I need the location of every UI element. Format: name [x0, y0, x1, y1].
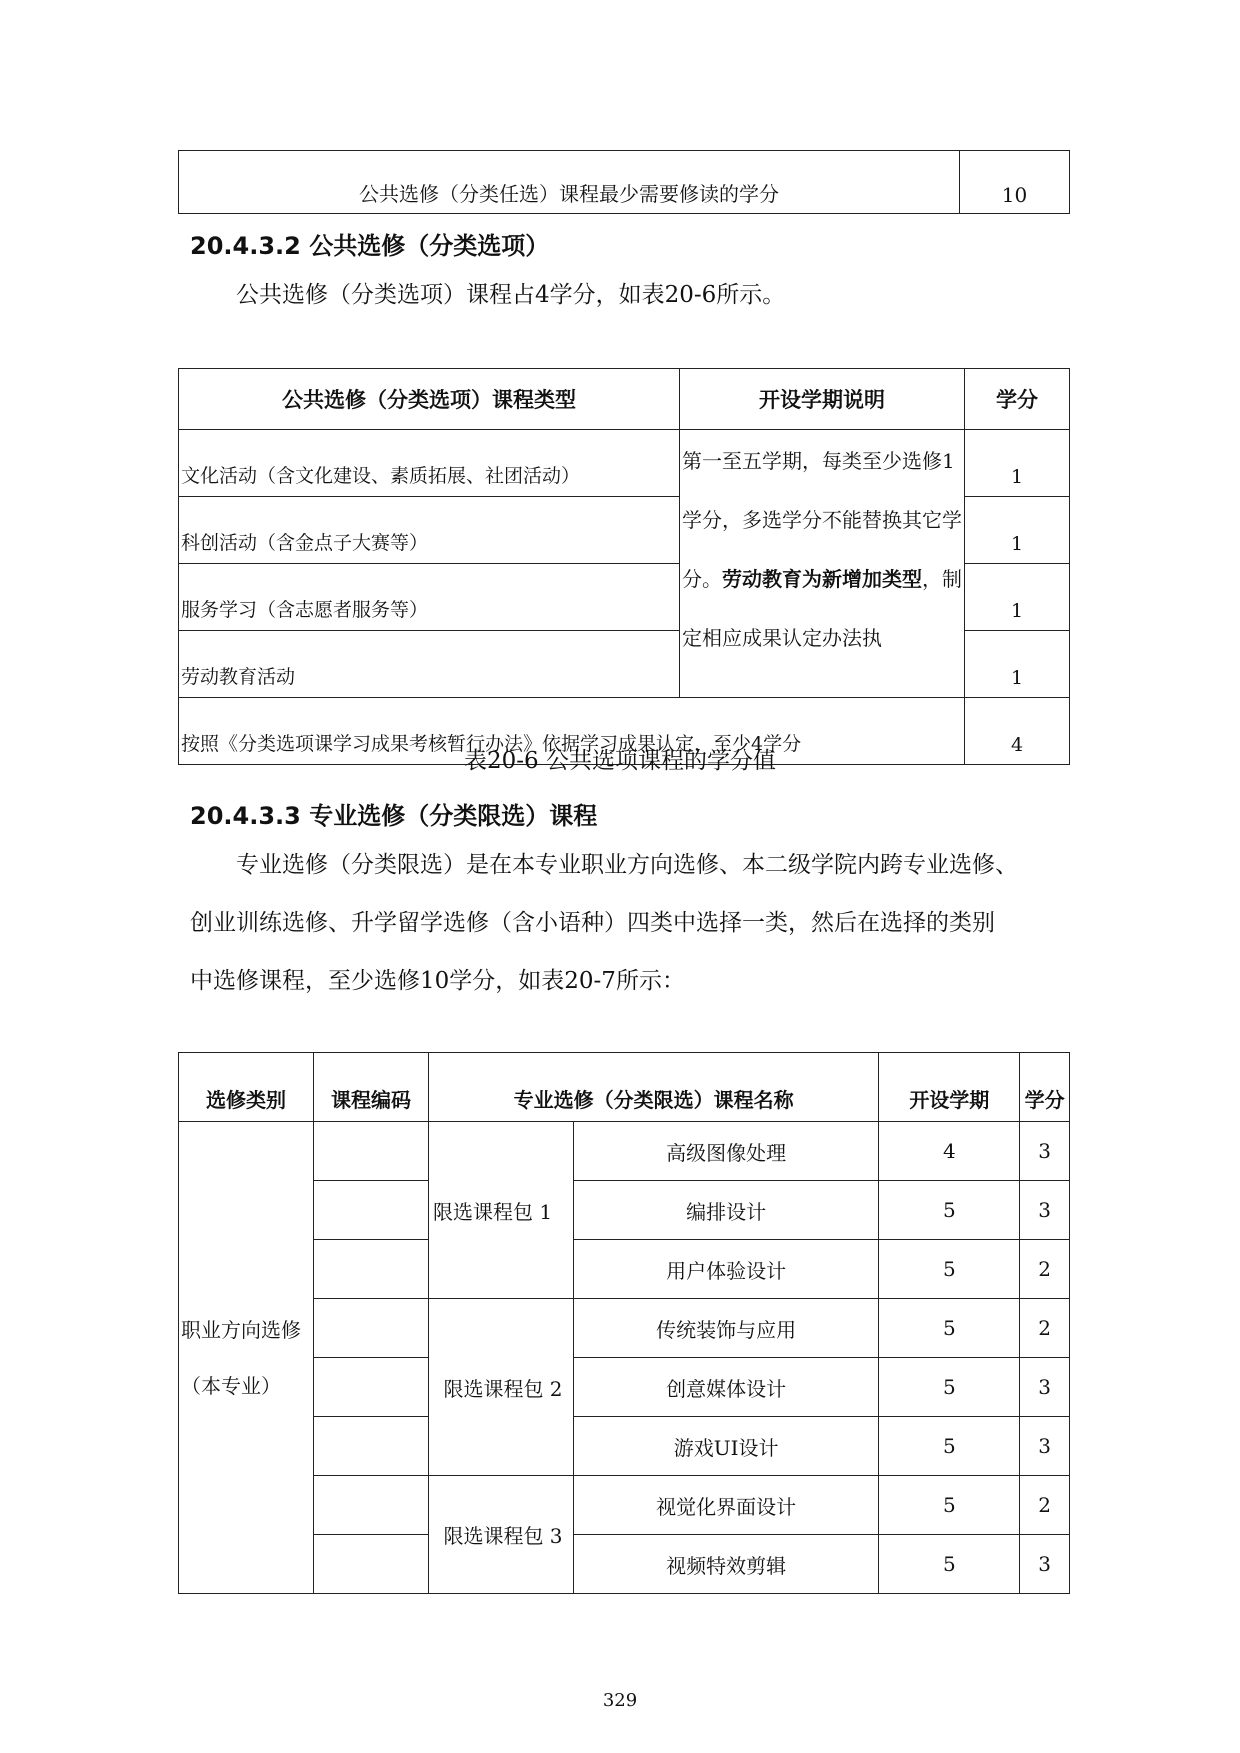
course-credit: 2 [1020, 1476, 1070, 1535]
table-header-row [179, 1053, 1070, 1122]
credit-value: 1 [965, 631, 1070, 698]
paragraph-line: 创业训练选修、升学留学选修（含小语种）四类中选择一类，然后在选择的类别 [190, 910, 995, 936]
table-header: 选修类别 [179, 1053, 314, 1122]
course-semester: 5 [879, 1417, 1020, 1476]
course-type: 劳动教育活动 [179, 631, 680, 698]
table-caption-20-6: 表20-6 公共选项课程的学分值 [464, 748, 776, 774]
course-name: 编排设计 [574, 1181, 879, 1240]
course-credit: 2 [1020, 1240, 1070, 1299]
table-row [179, 430, 1070, 497]
course-code [314, 1358, 429, 1417]
table-header: 专业选修（分类限选）课程名称 [429, 1053, 879, 1122]
course-name: 用户体验设计 [574, 1240, 879, 1299]
section-heading-20-4-3-2: 20.4.3.2 公共选修（分类选项） [190, 232, 550, 260]
table-row [179, 1122, 1070, 1181]
course-type: 科创活动（含金点子大赛等） [179, 497, 680, 564]
course-semester: 5 [879, 1476, 1020, 1535]
course-code [314, 1417, 429, 1476]
table-header: 课程编码 [314, 1053, 429, 1122]
credit-summary-label: 公共选修（分类任选）课程最少需要修读的学分 [179, 151, 960, 214]
table-header: 学分 [1020, 1053, 1070, 1122]
credit-summary-table [178, 150, 1070, 214]
course-semester: 5 [879, 1240, 1020, 1299]
credit-value: 1 [965, 430, 1070, 497]
course-name: 创意媒体设计 [574, 1358, 879, 1417]
semester-description-text: 第一至五学期，每类至少选修1学分，多选学分不能替换其它学分。 [682, 449, 962, 591]
table-20-7 [178, 1052, 1070, 1594]
course-credit: 3 [1020, 1535, 1070, 1594]
course-name: 高级图像处理 [574, 1122, 879, 1181]
course-credit: 3 [1020, 1181, 1070, 1240]
course-code [314, 1181, 429, 1240]
table-20-6 [178, 368, 1070, 765]
course-type: 文化活动（含文化建设、素质拓展、社团活动） [179, 430, 680, 497]
course-code [314, 1299, 429, 1358]
table-header: 开设学期 [879, 1053, 1020, 1122]
course-credit: 3 [1020, 1417, 1070, 1476]
course-code [314, 1240, 429, 1299]
section-paragraph-20-4-3-2: 公共选修（分类选项）课程占4学分，如表20-6所示。 [236, 282, 786, 308]
section-paragraph-20-4-3-3 [190, 836, 1070, 1010]
footer-label: 按照《分类选项课学习成果考核暂行办法》依据学习成果认定，至少4学分 [179, 698, 965, 765]
course-semester: 5 [879, 1181, 1020, 1240]
credit-value: 1 [965, 564, 1070, 631]
semester-description-bold: 劳动教育为新增加类型 [722, 567, 922, 591]
paragraph-line: 中选修课程，至少选修10学分，如表20-7所示： [190, 968, 685, 994]
course-name: 视频特效剪辑 [574, 1535, 879, 1594]
course-name: 游戏UI设计 [574, 1417, 879, 1476]
credit-summary-value: 10 [960, 151, 1070, 214]
table-header-row [179, 369, 1070, 430]
course-semester: 5 [879, 1358, 1020, 1417]
table-header: 学分 [965, 369, 1070, 430]
course-package: 限选课程包 3 [429, 1476, 574, 1594]
course-semester: 5 [879, 1535, 1020, 1594]
course-name: 传统装饰与应用 [574, 1299, 879, 1358]
footer-credit: 4 [965, 698, 1070, 765]
course-credit: 2 [1020, 1299, 1070, 1358]
table-header: 公共选修（分类选项）课程类型 [179, 369, 680, 430]
course-code [314, 1476, 429, 1535]
course-code [314, 1535, 429, 1594]
credit-value: 1 [965, 497, 1070, 564]
course-credit: 3 [1020, 1122, 1070, 1181]
course-semester: 5 [879, 1299, 1020, 1358]
course-credit: 3 [1020, 1358, 1070, 1417]
course-name: 视觉化界面设计 [574, 1476, 879, 1535]
table-row [179, 151, 1070, 214]
course-package: 限选课程包 2 [429, 1299, 574, 1476]
course-package: 限选课程包 1 [429, 1122, 574, 1299]
course-type: 服务学习（含志愿者服务等） [179, 564, 680, 631]
semester-description [680, 430, 965, 698]
elective-category: 职业方向选修（本专业） [179, 1122, 314, 1594]
semester-description-tail: ，制定相应成果认定办法执 [682, 567, 962, 650]
table-header: 开设学期说明 [680, 369, 965, 430]
section-heading-20-4-3-3: 20.4.3.3 专业选修（分类限选）课程 [190, 802, 598, 830]
course-semester: 4 [879, 1122, 1020, 1181]
course-code [314, 1122, 429, 1181]
page-number: 329 [602, 1690, 638, 1711]
paragraph-line: 专业选修（分类限选）是在本专业职业方向选修、本二级学院内跨专业选修、 [236, 852, 1018, 878]
